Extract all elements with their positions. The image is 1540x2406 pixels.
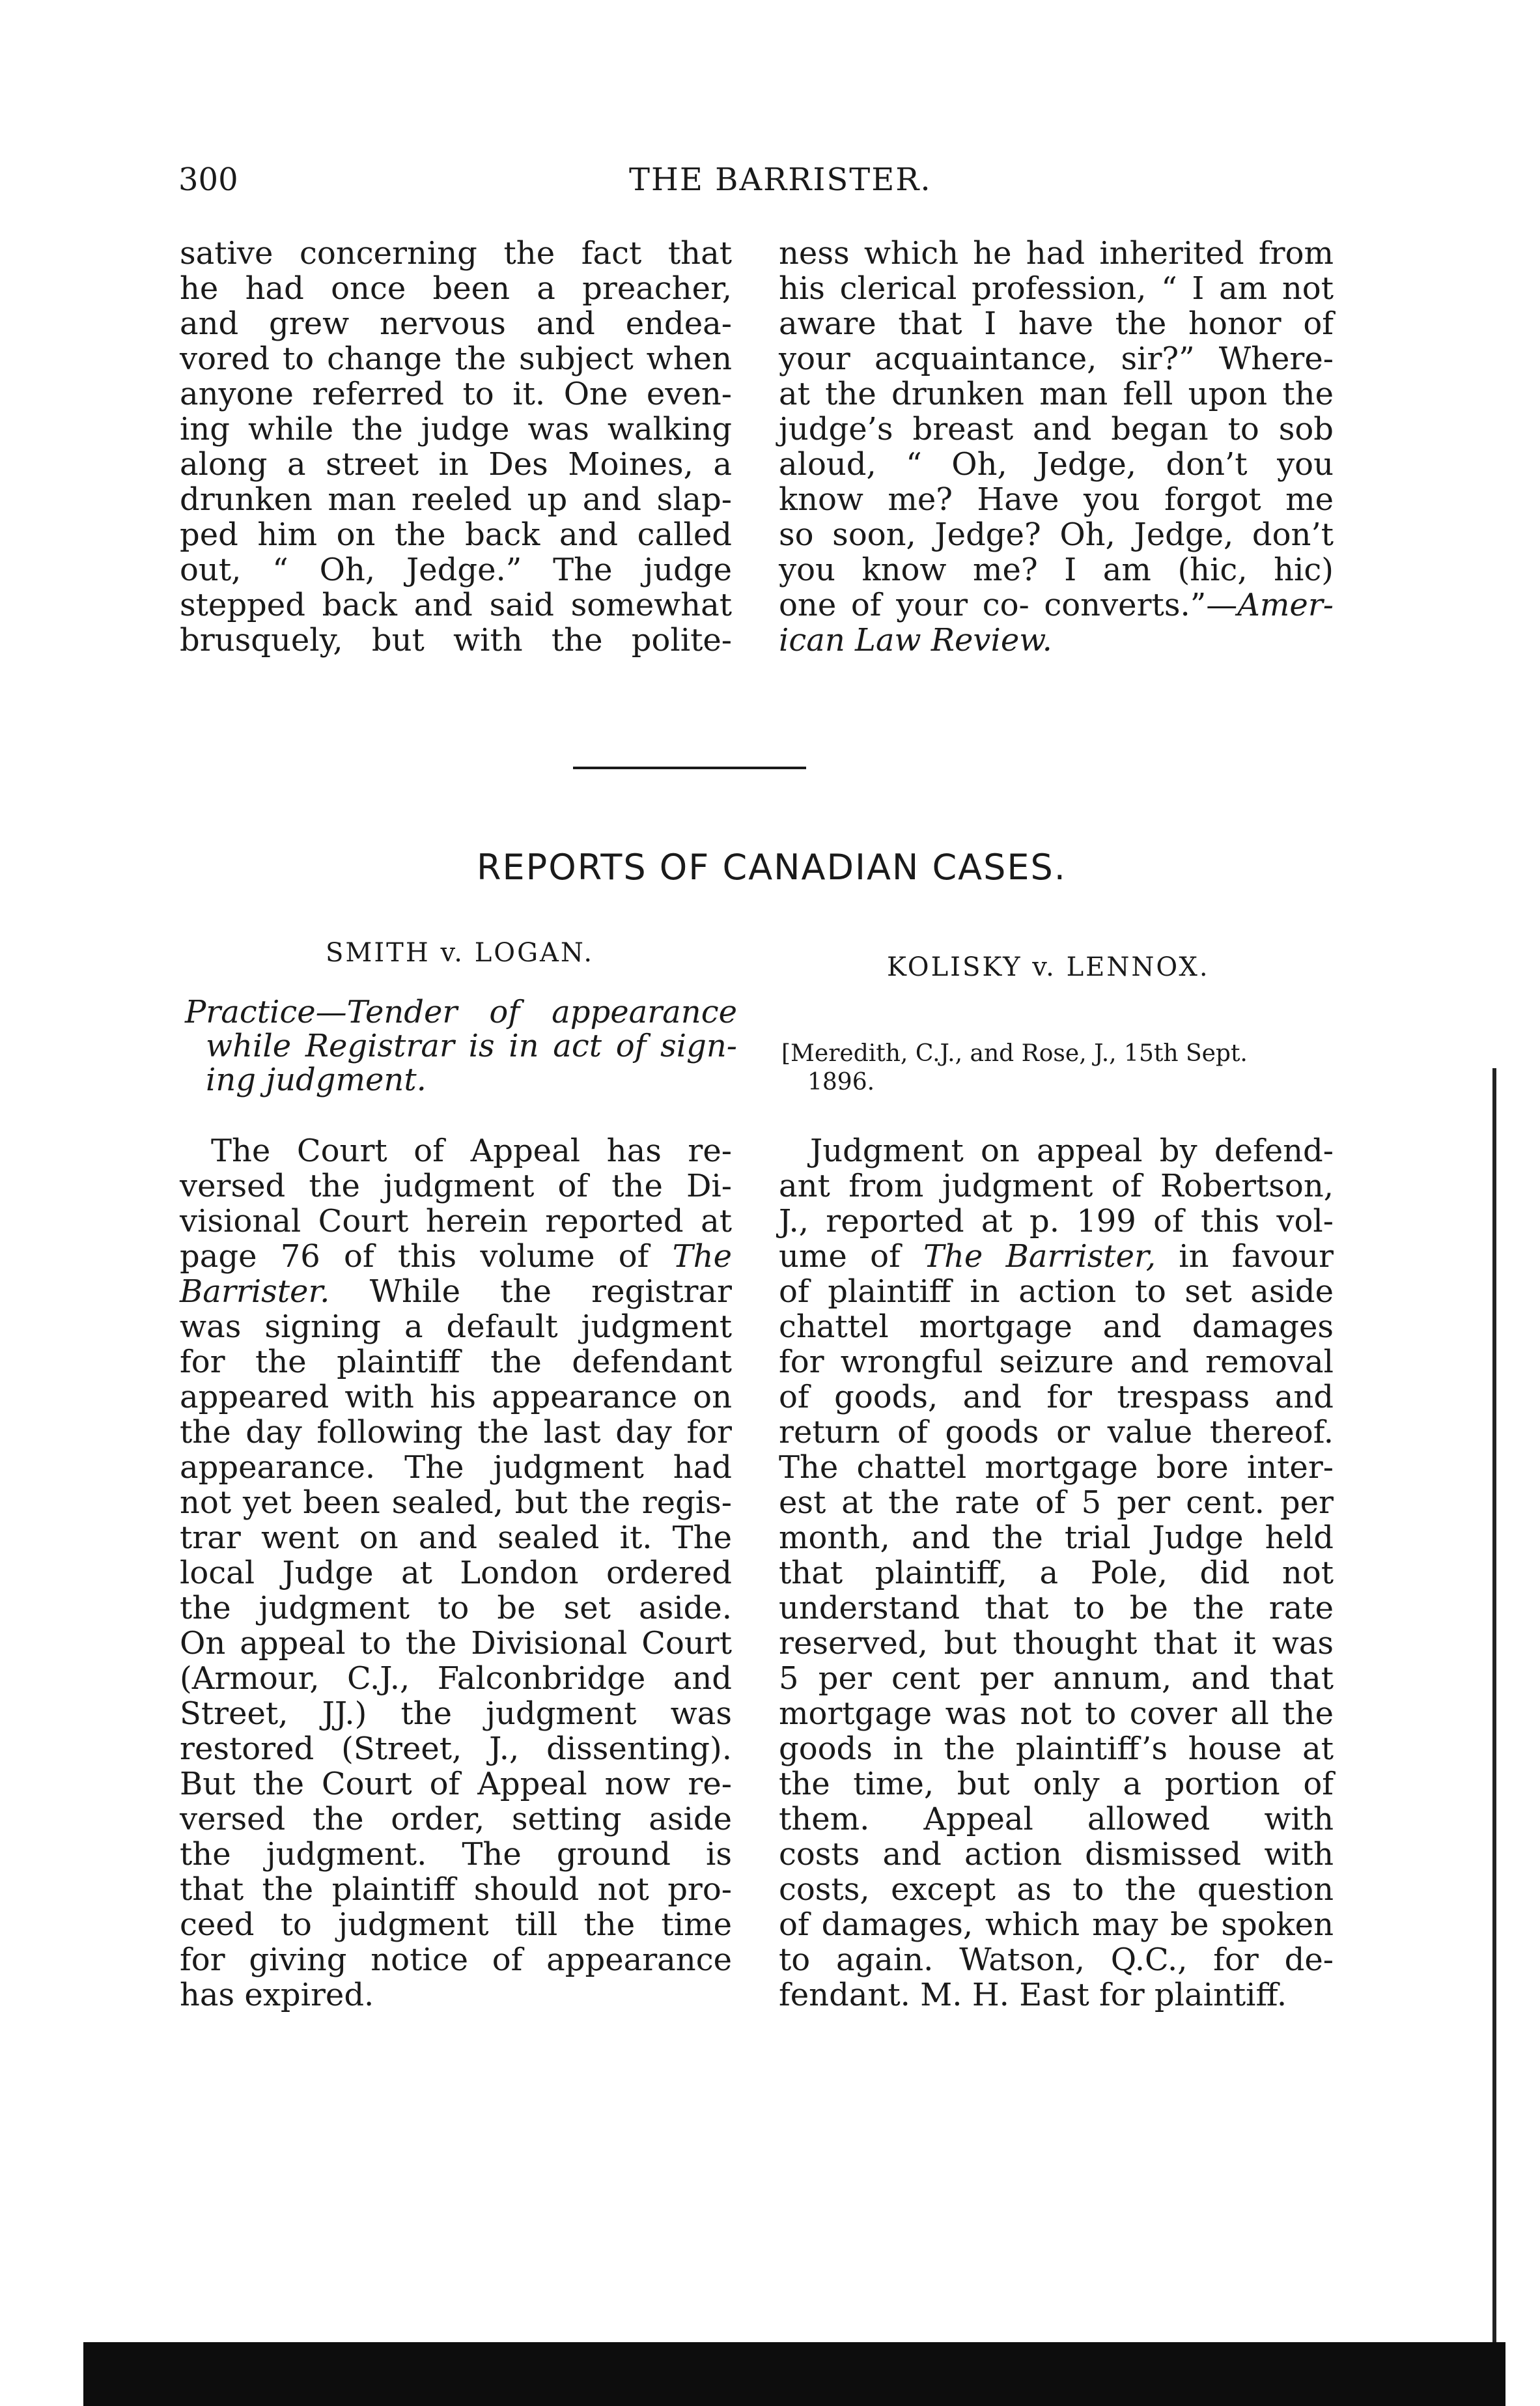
text-line: your acquaintance, sir?” Where- (779, 341, 1334, 377)
text-line: brusquely, but with the polite- (180, 622, 732, 658)
text-line: judge’s breast and began to sob (779, 411, 1334, 447)
text-line: understand that to be the rate (779, 1590, 1334, 1626)
text-line: of goods, and for trespass and (779, 1379, 1334, 1415)
text-fragment: ume of (779, 1238, 923, 1275)
text-line: local Judge at London ordered (180, 1555, 732, 1591)
text-line: his clerical profession, “ I am not (779, 270, 1334, 307)
text-line: for giving notice of appearance (180, 1942, 732, 1978)
text-line: ped him on the back and called (180, 517, 732, 553)
text-fragment: in favour (1155, 1238, 1334, 1275)
case-title-right: KOLISKY v. LENNOX. (887, 952, 1210, 982)
text-line: the judgment to be set aside. (180, 1590, 732, 1626)
page-number: 300 (178, 162, 238, 198)
text-line: costs and action dismissed with (779, 1836, 1334, 1873)
text-line: has expired. (180, 1977, 374, 2013)
text-line: at the drunken man fell upon the (779, 376, 1334, 412)
text-line: know me? Have you forgot me (779, 481, 1334, 518)
case-left-body (180, 1133, 732, 2013)
text-line: mortgage was not to cover all the (779, 1695, 1334, 1732)
text-line: (Armour, C.J., Falconbridge and (180, 1660, 732, 1697)
text-line: sative concerning the fact that (180, 235, 732, 272)
text-line: visional Court herein reported at (180, 1203, 732, 1239)
anecdote-left-column (180, 236, 732, 658)
text-line: fendant. M. H. East for plaintiff. (779, 1977, 1287, 2013)
text-line: est at the rate of 5 per cent. per (779, 1484, 1334, 1521)
text-line: so soon, Jedge? Oh, Jedge, don’t (779, 517, 1334, 553)
page-edge-shadow (1492, 1068, 1496, 2345)
text-line: ant from judgment of Robertson, (779, 1168, 1334, 1204)
text-line: aloud, “ Oh, Jedge, don’t you (779, 446, 1334, 483)
text-line: ceed to judgment till the time (180, 1906, 732, 1943)
court-note-line: [Meredith, C.J., and Rose, J., 15th Sept. (781, 1040, 1248, 1067)
court-note (781, 1040, 1341, 1097)
text-line: out, “ Oh, Jedge.” The judge (180, 552, 732, 588)
text-line: that the plaintiff should not pro- (180, 1871, 732, 1908)
text-line (180, 1239, 732, 1274)
anecdote-right-column (779, 236, 1334, 658)
text-line: and grew nervous and endea- (180, 305, 732, 342)
headnote-line: ing judgment. (206, 1062, 427, 1098)
text-line: J., reported at p. 199 of this vol- (779, 1203, 1334, 1239)
text-line: aware that I have the honor of (779, 305, 1334, 342)
text-fragment: one of your co- converts.”— (779, 587, 1238, 623)
text-line (779, 623, 1334, 658)
headnote-line: Practice—Tender of appearance (185, 994, 737, 1030)
text-line: he had once been a preacher, (180, 270, 732, 307)
text-line (779, 587, 1334, 623)
text-line: reserved, but thought that it was (779, 1625, 1334, 1662)
text-line: On appeal to the Divisional Court (180, 1625, 732, 1662)
text-line: costs, except as to the question (779, 1871, 1334, 1908)
text-line: the judgment. The ground is (180, 1836, 732, 1873)
publication-title: The Barrister, (923, 1238, 1156, 1275)
running-title: THE BARRISTER. (629, 162, 932, 198)
text-line: appearance. The judgment had (180, 1449, 732, 1486)
court-note-line: 1896. (807, 1069, 875, 1096)
text-line: But the Court of Appeal now re- (180, 1766, 732, 1802)
text-line: stepped back and said somewhat (180, 587, 732, 623)
publication-title: Barrister. (180, 1273, 330, 1310)
text-line: appeared with his appearance on (180, 1379, 732, 1415)
text-line: not yet been sealed, but the regis- (180, 1484, 732, 1521)
text-line: ness which he had inherited from (779, 235, 1334, 272)
text-line: them. Appeal allowed with (779, 1801, 1334, 1837)
text-line: of damages, which may be spoken (779, 1906, 1334, 1943)
text-line: versed the judgment of the Di- (180, 1168, 732, 1204)
text-line: chattel mortgage and damages (779, 1309, 1334, 1345)
text-line: return of goods or value thereof. (779, 1414, 1334, 1451)
text-line: of plaintiff in action to set aside (779, 1273, 1334, 1310)
text-line: Street, JJ.) the judgment was (180, 1695, 732, 1732)
scan-edge-bar (83, 2342, 1505, 2406)
text-fragment: While the registrar (329, 1273, 732, 1310)
text-line: The Court of Appeal has re- (211, 1133, 732, 1169)
source-citation: ican Law Review. (779, 622, 1052, 658)
text-line: The chattel mortgage bore inter- (779, 1449, 1334, 1486)
text-line: trar went on and sealed it. The (180, 1520, 732, 1556)
text-line: 5 per cent per annum, and that (779, 1660, 1334, 1697)
text-line: you know me? I am (hic, hic) (779, 552, 1334, 588)
publication-title: The (672, 1238, 732, 1275)
source-citation: Amer- (1237, 587, 1334, 623)
text-line: anyone referred to it. One even- (180, 376, 732, 412)
headnote-left (185, 995, 737, 1097)
section-heading: REPORTS OF CANADIAN CASES. (477, 847, 1067, 888)
text-line: versed the order, setting aside (180, 1801, 732, 1837)
text-line: month, and the trial Judge held (779, 1520, 1334, 1556)
text-line: was signing a default judgment (180, 1309, 732, 1345)
headnote-line: while Registrar is in act of sign- (206, 1028, 737, 1064)
text-line: goods in the plaintiff’s house at (779, 1731, 1334, 1767)
text-line: for wrongful seizure and removal (779, 1344, 1334, 1380)
text-line: for the plaintiff the defendant (180, 1344, 732, 1380)
text-line: vored to change the subject when (180, 341, 732, 377)
text-line: drunken man reeled up and slap- (180, 481, 732, 518)
text-line: along a street in Des Moines, a (180, 446, 732, 483)
text-fragment: page 76 of this volume of (180, 1238, 673, 1275)
text-line: that plaintiff, a Pole, did not (779, 1555, 1334, 1591)
text-line: the time, but only a portion of (779, 1766, 1334, 1802)
case-right-body (779, 1133, 1334, 2013)
case-title-left: SMITH v. LOGAN. (326, 938, 595, 968)
text-line (779, 1239, 1334, 1274)
text-line: ing while the judge was walking (180, 411, 732, 447)
text-line: the day following the last day for (180, 1414, 732, 1451)
text-line: to again. Watson, Q.C., for de- (779, 1942, 1334, 1978)
text-line: restored (Street, J., dissenting). (180, 1731, 732, 1767)
text-line: Judgment on appeal by defend- (810, 1133, 1334, 1169)
section-divider (573, 767, 806, 769)
text-line (180, 1274, 732, 1309)
